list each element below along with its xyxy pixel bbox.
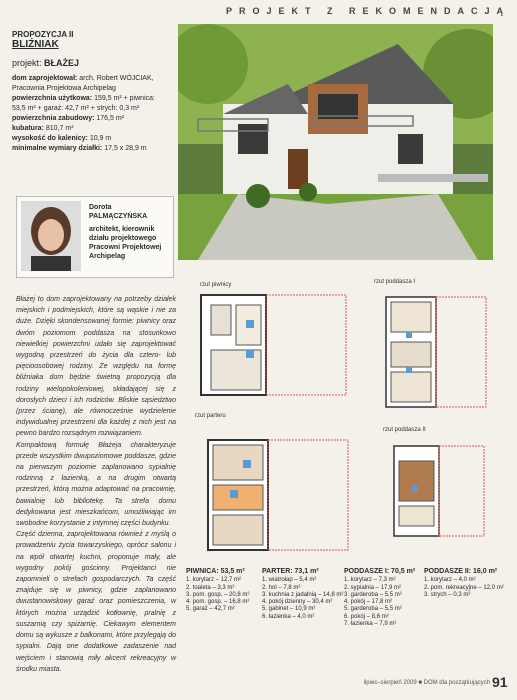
room-list-attic2 — [424, 568, 504, 599]
room-list-title: PODDASZE I: 70,5 m² — [344, 568, 416, 575]
project-label: projekt: — [12, 58, 42, 68]
attic2-plan — [384, 436, 494, 546]
room-item: 2. hol – 7,8 m² — [262, 584, 301, 591]
room-item: 1. wiatrołap – 5,4 m² — [262, 577, 317, 584]
room-item: 6. łazienka – 4,0 m² — [262, 613, 315, 620]
fact-ridge-height: wysokość do kalenicy: 10,9 m — [12, 135, 112, 142]
room-list-ground — [262, 568, 347, 621]
room-item: 4. pokój – 17,8 m² — [344, 599, 393, 606]
paragraph: Kompaktową formułę Błażeja charakteryzuje przede wszystkim dwupoziomowe poddasze, gdzie na pierwszym poziomie zaplanowano sypialnię rodzinną z łazienką, a na drugim otwartą przestrzeń, którą można adaptować na pracownię, bawialnię lub bibliotekę. Ta strefa domu dedykowana jest mieszkańcom, umożliwiając im swobodne korzystanie z intymnej części budynku. — [16, 441, 176, 528]
room-item: 3. pom. gosp. – 20,8 m² — [186, 591, 250, 598]
room-item: 4. pom. gosp. – 16,8 m² — [186, 599, 250, 606]
room-item: 3. garderoba – 5,5 m² — [344, 591, 402, 598]
paragraph: Część dzienna, zaprojektowana również z myślą o prowadzeniu życia towarzyskiego, oprócz salonu i na wpół otwartej kuchni, proponuje mały, ale wygodny pokój gościnny. Projektanci nie zapomnieli o strefach gospodarczych. Ta część znajduje się w piwnicy, gdzie zaplanowano dwustanowiskowy garaż oraz pomieszczenia, w których można urządzić kotłownię, pralnię z suszarnią czy spiżarnię. Ciekawym elementem domu są wykusze z balkonami, które przylegają do sypialni. Dają one dodatkowe zadaszenie nad wejściem i stanowią miły akcent rekreacyjny w środku miasta. — [16, 531, 176, 673]
project-type: BLIŹNIAK — [12, 39, 59, 50]
house-photo — [178, 24, 493, 260]
plan-label-ground: rzut parteru — [195, 413, 226, 419]
room-item: 7. łazienka – 7,9 m² — [344, 621, 397, 628]
room-item: 3. strych – 0,3 m² — [424, 591, 471, 598]
room-item: 2. sypialnia – 17,9 m² — [344, 584, 402, 591]
room-list-title: PIWNICA: 53,5 m² — [186, 568, 245, 575]
room-item: 5. garaż – 42,7 m² — [186, 606, 235, 613]
room-list-attic1 — [344, 568, 424, 628]
room-list-basement — [186, 568, 266, 614]
author-name: Dorota PALMĄCZYŃSKA — [89, 204, 148, 220]
fact-designer: dom zaprojektował: arch. Robert WÓJCIAK, Pracownia Projektowa Archipelag — [12, 75, 154, 92]
footer-text: lipiec–sierpień 2009 ■ DOM dla początkujących — [363, 680, 490, 686]
room-list-title: PODDASZE II: 16,0 m² — [424, 568, 498, 575]
room-list-title: PARTER: 73,1 m² — [262, 568, 319, 575]
room-item: 5. garderoba – 5,5 m² — [344, 606, 402, 613]
room-item: 5. gabinet – 10,9 m² — [262, 606, 316, 613]
fact-volume: kubatura: 810,7 m³ — [12, 125, 74, 132]
basement-plan — [196, 290, 356, 405]
article-body — [16, 294, 176, 675]
running-header: PROJEKT Z REKOMENDACJĄ — [225, 6, 510, 16]
plan-label-attic2: rzut poddasza II — [383, 427, 426, 433]
fact-built-area: powierzchnia zabudowy: 176,5 m² — [12, 115, 125, 122]
attic1-plan — [376, 287, 496, 417]
room-item: 4. pokój dzienny – 30,4 m² — [262, 599, 333, 606]
room-item: 2. pom. rekreacyjne – 12,0 m² — [424, 584, 504, 591]
project-name-line — [12, 58, 167, 68]
room-item: 1. korytarz – 12,7 m² — [186, 577, 242, 584]
project-name: BŁAŻEJ — [44, 58, 80, 68]
room-item: 1. korytarz – 4,0 m² — [424, 577, 476, 584]
room-item: 3. kuchnia z jadalnią – 14,8 m² — [262, 591, 344, 598]
plan-label-attic1: rzut poddasza I — [374, 279, 416, 285]
author-box — [16, 196, 174, 278]
fact-min-plot: minimalne wymiary działki: 17,5 x 28,9 m — [12, 145, 147, 152]
ground-plan — [198, 420, 358, 560]
section-label: PROPOZYCJA II — [12, 30, 74, 39]
paragraph: Błażej to dom zaprojektowany na potrzeby działek miejskich i podmiejskich, które są wąskie i nie za duże. Dzięki skondensowanej formie: piwnicy oraz dwóm poziomom poddasza na stosunkowo niewielkiej powierzchni udało się zaprojektować wygodną przestrzeń do życia dla cztero- lub pięcioosobowej rodziny. Ze względu na formę bliźniaka dom będzie świetną propozycją dla rodziny wielopokoleniowej, składającej się z dorosłych dzieci i ich rodziców. Bliskie sąsiedztwo (przez ścianę), ale równocześnie wydzielenie indywidualnej przestrzeni dla każdej z nich jest na pewno bardzo rozsądnym rozwiązaniem. — [16, 296, 176, 438]
plan-label-basement: rzut piwnicy — [200, 282, 232, 288]
author-role: architekt, kierownik działu projektowego Pracowni Projektowej Archipelag — [89, 226, 162, 260]
page-number: 91 — [492, 674, 508, 690]
fact-usable-area: powierzchnia użytkowa: 159,5 m² + piwnica: 53,5 m² + garaż: 42,7 m² + strych: 0,3 m² — [12, 95, 155, 112]
project-info-box — [12, 30, 167, 190]
room-item: 2. toaleta – 3,3 m² — [186, 584, 235, 591]
author-portrait — [21, 201, 81, 271]
room-item: 6. pokój – 8,6 m² — [344, 613, 389, 620]
room-item: 1. korytarz – 7,3 m² — [344, 577, 396, 584]
